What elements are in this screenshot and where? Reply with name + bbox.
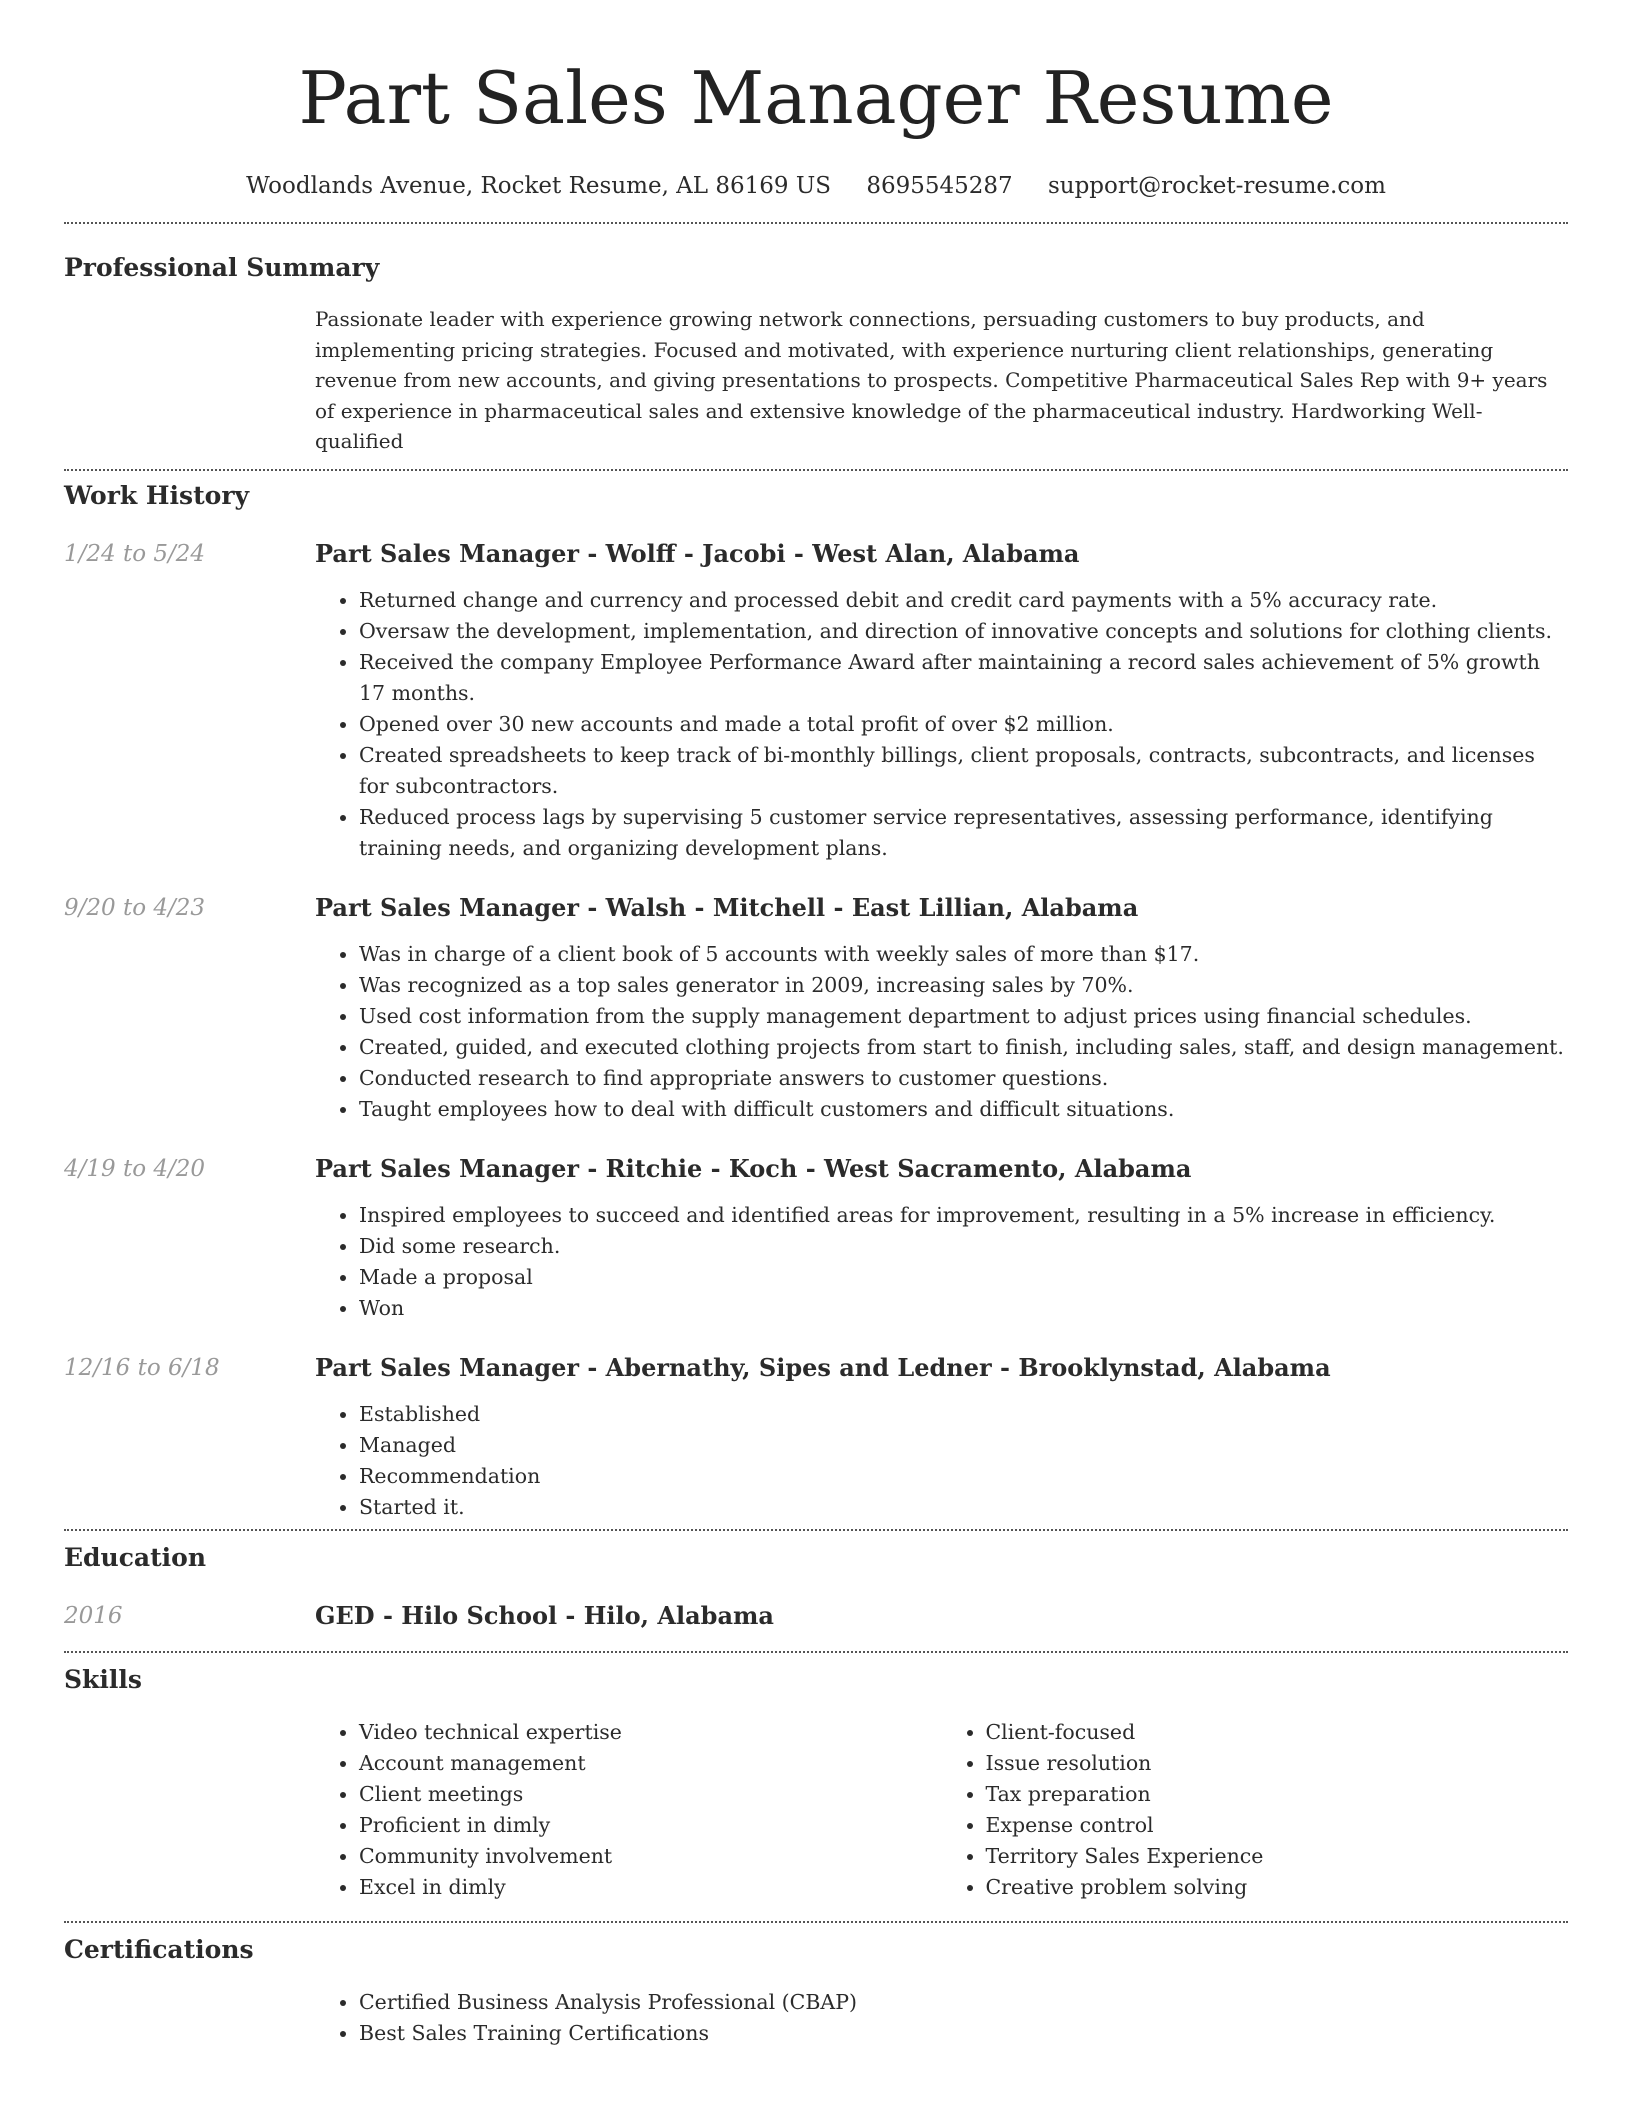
skill-item: • Community involvement (359, 1841, 942, 1872)
job-bullet: • Was in charge of a client book of 5 accounts with weekly sales of more than $17. (359, 939, 1568, 970)
job-title: Part Sales Manager - Wolff - Jacobi - West Alan, Alabama (315, 538, 1080, 568)
job-bullet: • Created spreadsheets to keep track of bi-monthly billings, client proposals, contracts, subcontracts, and licenses for subcontractors. (359, 740, 1568, 802)
certification-item: • Certified Business Analysis Professional (CBAP) (359, 1987, 1568, 2018)
job-bullet: • Established (359, 1399, 1568, 1430)
skill-item: • Expense control (986, 1810, 1569, 1841)
skill-item: • Account management (359, 1748, 942, 1779)
resume-page (64, 0, 1568, 2049)
job-bullet: • Recommendation (359, 1461, 1568, 1492)
summary-section (64, 224, 1568, 469)
job-bullet: • Opened over 30 new accounts and made a total profit of over $2 million. (359, 709, 1568, 740)
skills-list-left (315, 1717, 942, 1903)
skill-item: • Video technical expertise (359, 1717, 942, 1748)
skill-item: • Territory Sales Experience (986, 1841, 1569, 1872)
skills-heading: Skills (64, 1664, 142, 1694)
skill-item: • Creative problem solving (986, 1872, 1569, 1903)
education-title: GED - Hilo School - Hilo, Alabama (315, 1600, 774, 1630)
summary-text: Passionate leader with experience growing network connections, persuading customers to buy products, and implementing pricing strategies. Focused and motivated, with experience nurturing client relationships, generating revenue from new accounts, and giving presentations to prospects. Competitive Pharmaceutical Sales Rep with 9+ years of experience in pharmaceutical sales and extensive knowledge of the pharmaceutical industry. Hardworking Well-qualified (315, 307, 1548, 453)
certification-item: • Best Sales Training Certifications (359, 2018, 1568, 2049)
skill-item: • Excel in dimly (359, 1872, 942, 1903)
job-dates: 4/19 to 4/20 (64, 1155, 206, 1182)
summary-heading: Professional Summary (64, 253, 380, 282)
skills-section (64, 1653, 1568, 1921)
job-dates: 12/16 to 6/18 (64, 1354, 220, 1381)
job-bullet: • Received the company Employee Performance Award after maintaining a record sales achievement of 5% growth 17 months. (359, 647, 1568, 709)
job-bullet: • Won (359, 1293, 1568, 1324)
job-title: Part Sales Manager - Abernathy, Sipes and Ledner - Brooklynstad, Alabama (315, 1352, 1331, 1382)
job-title: Part Sales Manager - Ritchie - Koch - West Sacramento, Alabama (315, 1153, 1192, 1183)
certifications-list (315, 1987, 1568, 2049)
job-dates: 9/20 to 4/23 (64, 894, 206, 921)
job-entry (64, 1351, 1568, 1529)
job-bullet: • Inspired employees to succeed and identified areas for improvement, resulting in a 5% increase in efficiency. (359, 1200, 1568, 1231)
job-bullet: • Conducted research to find appropriate answers to customer questions. (359, 1063, 1568, 1094)
job-bullet: • Managed (359, 1430, 1568, 1461)
job-bullet: • Made a proposal (359, 1262, 1568, 1293)
job-bullets (315, 585, 1568, 864)
skills-list-right (942, 1717, 1569, 1903)
contact-email: support@rocket-resume.com (1047, 173, 1386, 199)
job-bullet: • Created, guided, and executed clothing projects from start to finish, including sales, staff, and design management. (359, 1032, 1568, 1063)
job-bullets (315, 939, 1568, 1125)
skill-item: • Client-focused (986, 1717, 1569, 1748)
resume-title: Part Sales Manager Resume (298, 56, 1334, 140)
job-title: Part Sales Manager - Walsh - Mitchell - East Lillian, Alabama (315, 892, 1139, 922)
contact-line (64, 170, 1568, 202)
education-year: 2016 (64, 1602, 123, 1629)
job-bullet: • Started it. (359, 1492, 1568, 1523)
job-bullet: • Oversaw the development, implementation, and direction of innovative concepts and solutions for clothing clients. (359, 616, 1568, 647)
certifications-heading: Certifications (64, 1934, 254, 1964)
skill-item: • Client meetings (359, 1779, 942, 1810)
skill-item: • Proficient in dimly (359, 1810, 942, 1841)
contact-address: Woodlands Avenue, Rocket Resume, AL 86169 US (246, 173, 831, 199)
job-bullets (315, 1200, 1568, 1324)
education-entry (64, 1599, 1568, 1633)
job-entry (64, 537, 1568, 864)
job-dates: 1/24 to 5/24 (64, 540, 206, 567)
education-section (64, 1531, 1568, 1651)
certifications-section (64, 1923, 1568, 2049)
job-bullet: • Did some research. (359, 1231, 1568, 1262)
job-bullet: • Reduced process lags by supervising 5 customer service representatives, assessing performance, identifying training needs, and organizing development plans. (359, 802, 1568, 864)
job-bullet: • Taught employees how to deal with difficult customers and difficult situations. (359, 1094, 1568, 1125)
education-heading: Education (64, 1542, 207, 1572)
skill-item: • Issue resolution (986, 1748, 1569, 1779)
job-entry (64, 891, 1568, 1125)
job-bullets (315, 1399, 1568, 1529)
job-bullet: • Returned change and currency and processed debit and credit card payments with a 5% accuracy rate. (359, 585, 1568, 616)
contact-phone: 8695545287 (866, 173, 1013, 199)
job-entry (64, 1152, 1568, 1324)
work-history-heading: Work History (64, 480, 250, 510)
job-bullet: • Was recognized as a top sales generator in 2009, increasing sales by 70%. (359, 970, 1568, 1001)
skill-item: • Tax preparation (986, 1779, 1569, 1810)
work-history-section (64, 471, 1568, 1529)
job-bullet: • Used cost information from the supply management department to adjust prices using financial schedules. (359, 1001, 1568, 1032)
